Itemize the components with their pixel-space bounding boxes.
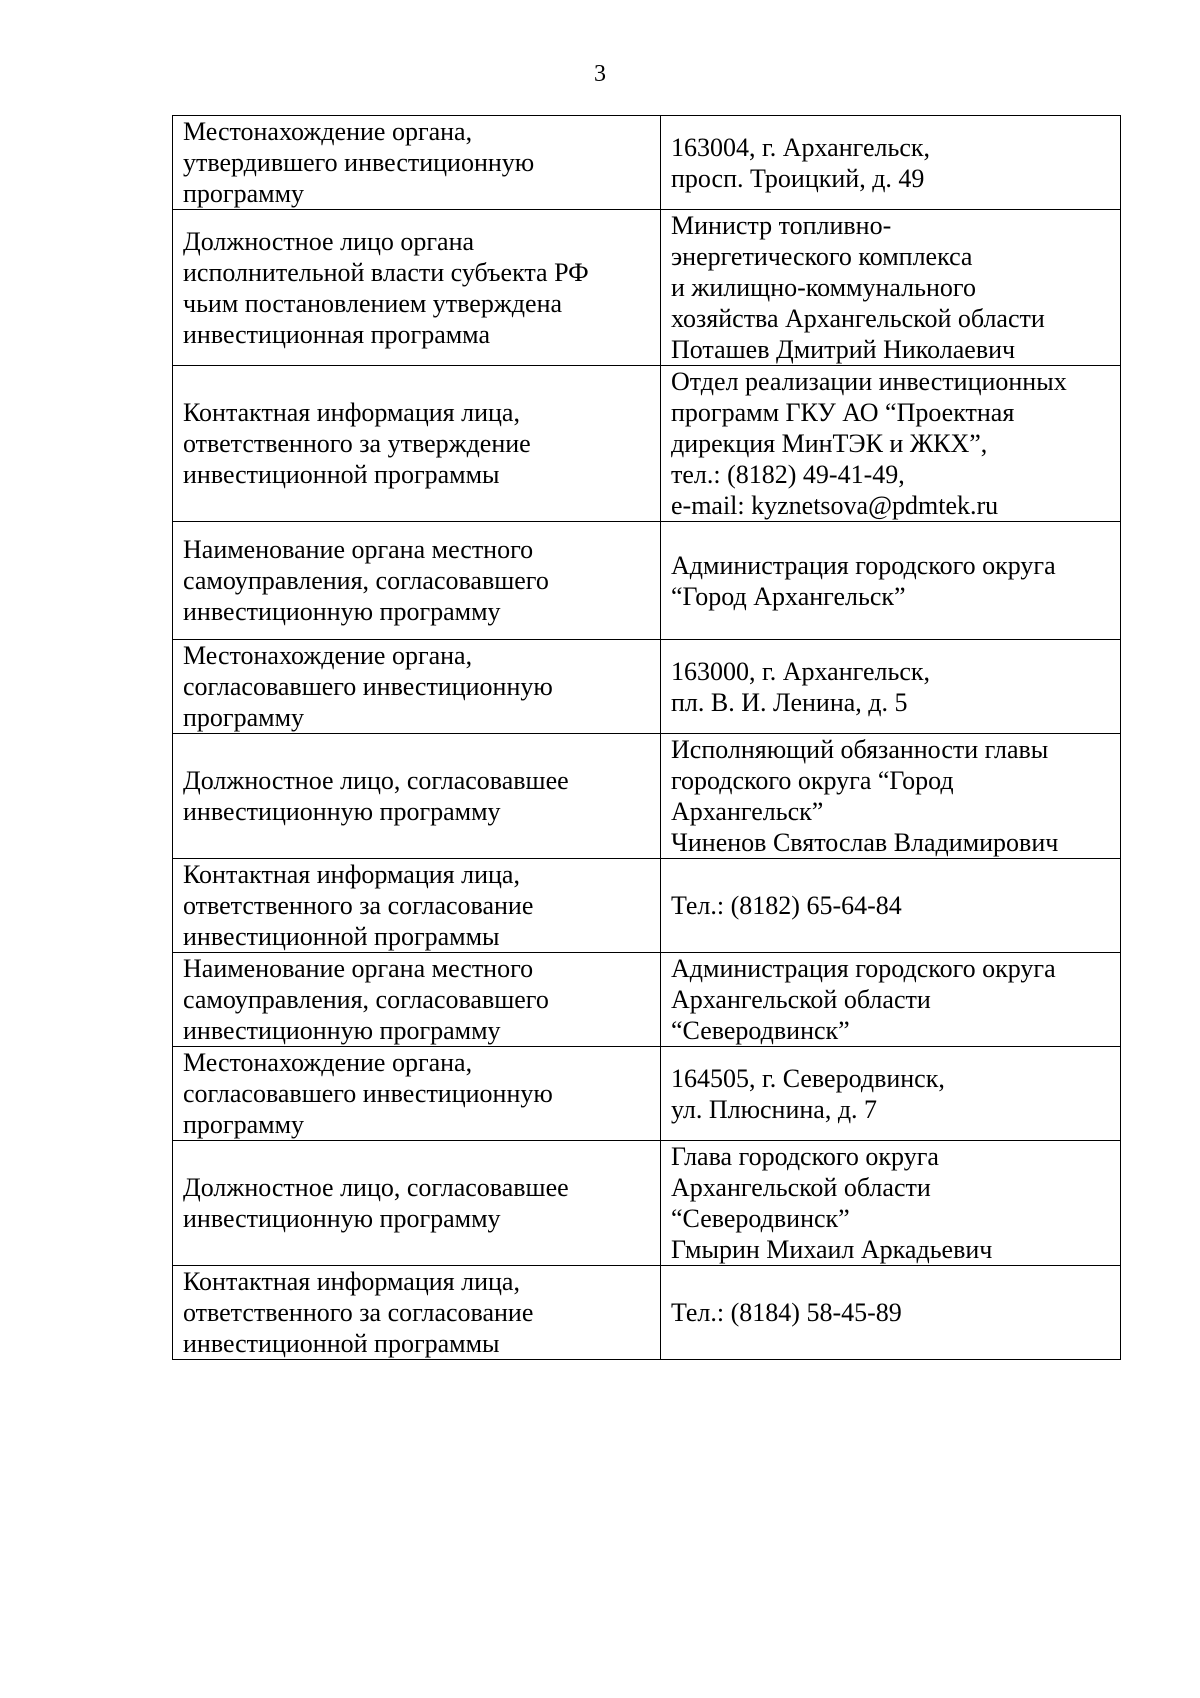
table-row (173, 1141, 1121, 1266)
table-row (173, 522, 1121, 640)
row-label: Должностное лицо, согласовавшее инвестиционную программу (173, 734, 661, 859)
row-value: 163004, г. Архангельск, просп. Троицкий, д. 49 (661, 116, 1121, 210)
row-value: Глава городского округа Архангельской области “Северодвинск” Гмырин Михаил Аркадьевич (661, 1141, 1121, 1266)
table-row (173, 640, 1121, 734)
table-row (173, 1047, 1121, 1141)
table-row (173, 1266, 1121, 1360)
row-label: Контактная информация лица, ответственного за утверждение инвестиционной программы (173, 366, 661, 522)
row-label: Местонахождение органа, согласовавшего инвестиционную программу (173, 640, 661, 734)
row-label: Наименование органа местного самоуправления, согласовавшего инвестиционную программу (173, 522, 661, 640)
row-value: Администрация городского округа “Город Архангельск” (661, 522, 1121, 640)
table-row (173, 210, 1121, 366)
table-row (173, 953, 1121, 1047)
table-row (173, 734, 1121, 859)
row-value: Министр топливно- энергетического комплекса и жилищно-коммунального хозяйства Архангельской области Поташев Дмитрий Николаевич (661, 210, 1121, 366)
table-row (173, 116, 1121, 210)
row-value: Исполняющий обязанности главы городского округа “Город Архангельск” Чиненов Святослав Владимирович (661, 734, 1121, 859)
row-value: 164505, г. Северодвинск, ул. Плюснина, д. 7 (661, 1047, 1121, 1141)
row-label: Местонахождение органа, согласовавшего инвестиционную программу (173, 1047, 661, 1141)
row-value: Администрация городского округа Архангельской области “Северодвинск” (661, 953, 1121, 1047)
row-value: Отдел реализации инвестиционных программ ГКУ АО “Проектная дирекция МинТЭК и ЖКХ”, тел.: (8182) 49-41-49, e-mail: kyznetsova@pdmtek.ru (661, 366, 1121, 522)
row-label: Должностное лицо органа исполнительной власти субъекта РФ чьим постановлением утверждена инвестиционная программа (173, 210, 661, 366)
table-row (173, 366, 1121, 522)
row-label: Наименование органа местного самоуправления, согласовавшего инвестиционную программу (173, 953, 661, 1047)
table-row (173, 859, 1121, 953)
row-label: Контактная информация лица, ответственного за согласование инвестиционной программы (173, 859, 661, 953)
row-value: 163000, г. Архангельск, пл. В. И. Ленина, д. 5 (661, 640, 1121, 734)
page-number: 3 (594, 61, 606, 87)
row-value: Тел.: (8182) 65-64-84 (661, 859, 1121, 953)
row-label: Контактная информация лица, ответственного за согласование инвестиционной программы (173, 1266, 661, 1360)
info-table (172, 115, 1121, 1360)
row-label: Местонахождение органа, утвердившего инвестиционную программу (173, 116, 661, 210)
row-value: Тел.: (8184) 58-45-89 (661, 1266, 1121, 1360)
row-label: Должностное лицо, согласовавшее инвестиционную программу (173, 1141, 661, 1266)
